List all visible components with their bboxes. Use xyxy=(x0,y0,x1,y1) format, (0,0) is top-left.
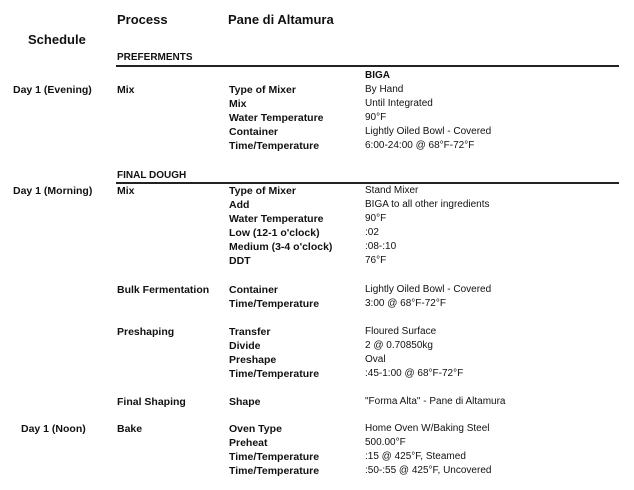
step-value: Lightly Oiled Bowl - Covered xyxy=(365,126,492,137)
step-label: Mix xyxy=(229,98,247,110)
preferment-name: BIGA xyxy=(365,70,390,81)
step-value: Until Integrated xyxy=(365,98,433,109)
process-header: Process xyxy=(117,12,168,27)
step-value: 3:00 @ 68°F-72°F xyxy=(365,298,446,309)
step-value: 6:00-24:00 @ 68°F-72°F xyxy=(365,140,475,151)
process-label: Preshaping xyxy=(117,326,175,338)
step-value: :15 @ 425°F, Steamed xyxy=(365,451,466,462)
section-preferments: PREFERMENTS xyxy=(117,52,193,63)
step-label: Time/Temperature xyxy=(229,451,320,463)
step-label: DDT xyxy=(229,255,251,267)
schedule-header: Schedule xyxy=(28,32,86,47)
step-value: 90°F xyxy=(365,213,387,224)
step-label: Time/Temperature xyxy=(229,465,320,477)
step-value: Stand Mixer xyxy=(365,185,419,196)
step-value: 500.00°F xyxy=(365,437,406,448)
step-label: Preheat xyxy=(229,437,268,449)
step-value: :08-:10 xyxy=(365,241,397,252)
day-label: Day 1 (Noon) xyxy=(21,423,86,435)
step-label: Shape xyxy=(229,396,261,408)
step-value: :45-1:00 @ 68°F-72°F xyxy=(365,368,464,379)
step-label: Type of Mixer xyxy=(229,185,296,197)
step-label: Water Temperature xyxy=(229,213,324,225)
step-value: 2 @ 0.70850kg xyxy=(365,340,433,351)
section-final-dough: FINAL DOUGH xyxy=(117,170,187,181)
step-label: Add xyxy=(229,199,250,211)
step-label: Medium (3-4 o'clock) xyxy=(229,241,333,253)
step-label: Container xyxy=(229,284,279,296)
process-label: Mix xyxy=(117,185,135,197)
step-label: Time/Temperature xyxy=(229,368,320,380)
process-label: Bake xyxy=(117,423,143,435)
step-label: Transfer xyxy=(229,326,271,338)
step-value: Home Oven W/Baking Steel xyxy=(365,423,490,434)
step-label: Low (12-1 o'clock) xyxy=(229,227,320,239)
step-label: Time/Temperature xyxy=(229,140,320,152)
step-value: 76°F xyxy=(365,255,387,266)
step-value: Oval xyxy=(365,354,386,365)
step-value: 90°F xyxy=(365,112,387,123)
step-value: :02 xyxy=(365,227,379,238)
process-label: Final Shaping xyxy=(117,396,186,408)
step-label: Divide xyxy=(229,340,261,352)
step-value: Lightly Oiled Bowl - Covered xyxy=(365,284,492,295)
step-label: Preshape xyxy=(229,354,277,366)
step-value: BIGA to all other ingredients xyxy=(365,199,490,210)
step-label: Container xyxy=(229,126,279,138)
step-value: By Hand xyxy=(365,84,404,95)
step-label: Type of Mixer xyxy=(229,84,296,96)
step-label: Oven Type xyxy=(229,423,282,435)
day-label: Day 1 (Evening) xyxy=(13,84,92,96)
step-label: Time/Temperature xyxy=(229,298,320,310)
process-label: Mix xyxy=(117,84,135,96)
step-value: "Forma Alta" - Pane di Altamura xyxy=(365,396,506,407)
step-label: Water Temperature xyxy=(229,112,324,124)
step-value: Floured Surface xyxy=(365,326,437,337)
step-value: :50-:55 @ 425°F, Uncovered xyxy=(365,465,492,476)
day-label: Day 1 (Morning) xyxy=(13,185,93,197)
section-divider xyxy=(116,65,619,67)
recipe-title: Pane di Altamura xyxy=(228,12,334,27)
process-label: Bulk Fermentation xyxy=(117,284,210,296)
